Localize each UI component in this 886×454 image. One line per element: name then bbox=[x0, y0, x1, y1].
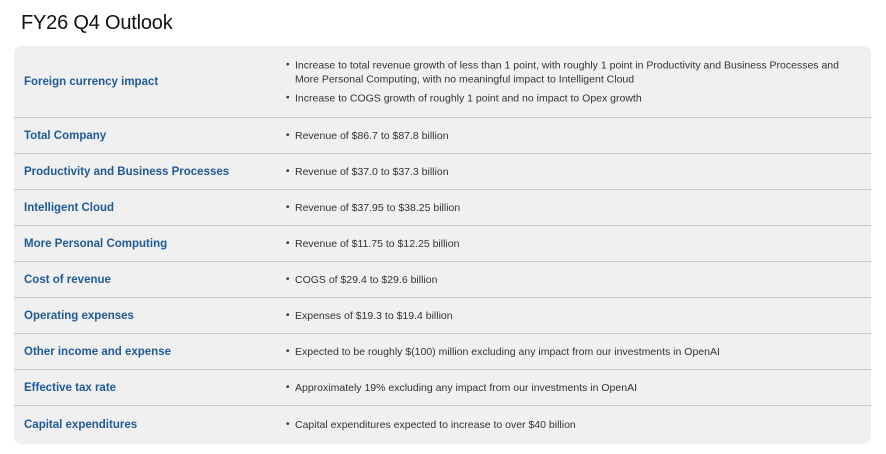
bullet-list bbox=[286, 58, 861, 105]
table-row-other-income-expense bbox=[14, 334, 871, 370]
bullet-text: Expenses of $19.3 to $19.4 billion bbox=[295, 309, 453, 322]
bullet-text: Increase to total revenue growth of less than 1 point, with roughly 1 point in Productivity and Business Processes and More Personal Computing, with no meaningful impact to Intelligent Cloud bbox=[295, 59, 839, 85]
table-row-productivity-business-processes bbox=[14, 154, 871, 190]
bullet-list bbox=[286, 381, 861, 395]
bullet-list bbox=[286, 201, 861, 215]
row-label: Intelligent Cloud bbox=[24, 201, 115, 214]
row-label: Operating expenses bbox=[24, 309, 134, 322]
outlook-table bbox=[14, 46, 871, 444]
bullet-icon: • bbox=[286, 237, 290, 249]
bullet-list bbox=[286, 165, 861, 179]
bullet-item bbox=[286, 237, 861, 251]
bullet-item bbox=[286, 309, 861, 323]
row-label: More Personal Computing bbox=[24, 237, 168, 250]
bullet-icon: • bbox=[286, 419, 290, 430]
table-row-effective-tax-rate bbox=[14, 370, 871, 406]
bullet-item bbox=[286, 201, 861, 215]
bullet-list bbox=[286, 273, 861, 287]
bullet-icon: • bbox=[286, 165, 290, 177]
row-label: Effective tax rate bbox=[24, 381, 117, 394]
bullet-text: Capital expenditures expected to increase to over $40 billion bbox=[295, 419, 576, 431]
table-row-intelligent-cloud bbox=[14, 190, 871, 226]
bullet-text: Revenue of $37.0 to $37.3 billion bbox=[295, 165, 449, 178]
bullet-item bbox=[286, 129, 861, 143]
table-row-cost-of-revenue bbox=[14, 262, 871, 298]
table-row-foreign-currency-impact bbox=[14, 46, 871, 118]
bullet-text: COGS of $29.4 to $29.6 billion bbox=[295, 273, 438, 286]
bullet-icon: • bbox=[286, 381, 290, 393]
bullet-list bbox=[286, 418, 861, 432]
table-row-capital-expenditures bbox=[14, 406, 871, 444]
bullet-text: Revenue of $86.7 to $87.8 billion bbox=[295, 129, 449, 142]
bullet-icon: • bbox=[286, 309, 290, 321]
row-label: Other income and expense bbox=[24, 345, 171, 358]
bullet-list bbox=[286, 309, 861, 323]
row-label: Total Company bbox=[24, 129, 107, 142]
bullet-item bbox=[286, 165, 861, 179]
bullet-item bbox=[286, 418, 861, 432]
bullet-item bbox=[286, 58, 861, 86]
bullet-icon: • bbox=[286, 92, 290, 103]
bullet-item bbox=[286, 345, 861, 359]
bullet-icon: • bbox=[286, 273, 290, 285]
bullet-list bbox=[286, 237, 861, 251]
bullet-text: Approximately 19% excluding any impact from our investments in OpenAI bbox=[295, 381, 637, 394]
row-label: Capital expenditures bbox=[24, 419, 138, 431]
bullet-icon: • bbox=[286, 59, 290, 70]
bullet-item bbox=[286, 381, 861, 395]
bullet-text: Expected to be roughly $(100) million excluding any impact from our investments in OpenAI bbox=[295, 345, 720, 358]
table-row-more-personal-computing bbox=[14, 226, 871, 262]
bullet-list bbox=[286, 345, 861, 359]
bullet-text: Increase to COGS growth of roughly 1 point and no impact to Opex growth bbox=[295, 92, 642, 104]
row-label: Cost of revenue bbox=[24, 273, 111, 286]
bullet-text: Revenue of $11.75 to $12.25 billion bbox=[295, 237, 460, 250]
row-label: Foreign currency impact bbox=[24, 75, 159, 88]
bullet-text: Revenue of $37.95 to $38.25 billion bbox=[295, 201, 461, 214]
page-title: FY26 Q4 Outlook bbox=[21, 12, 173, 34]
table-row-total-company bbox=[14, 118, 871, 154]
bullet-list bbox=[286, 129, 861, 143]
bullet-item bbox=[286, 273, 861, 287]
table-row-operating-expenses bbox=[14, 298, 871, 334]
bullet-icon: • bbox=[286, 201, 290, 213]
bullet-icon: • bbox=[286, 129, 290, 141]
bullet-icon: • bbox=[286, 345, 290, 357]
bullet-item bbox=[286, 91, 861, 105]
row-label: Productivity and Business Processes bbox=[24, 165, 230, 178]
